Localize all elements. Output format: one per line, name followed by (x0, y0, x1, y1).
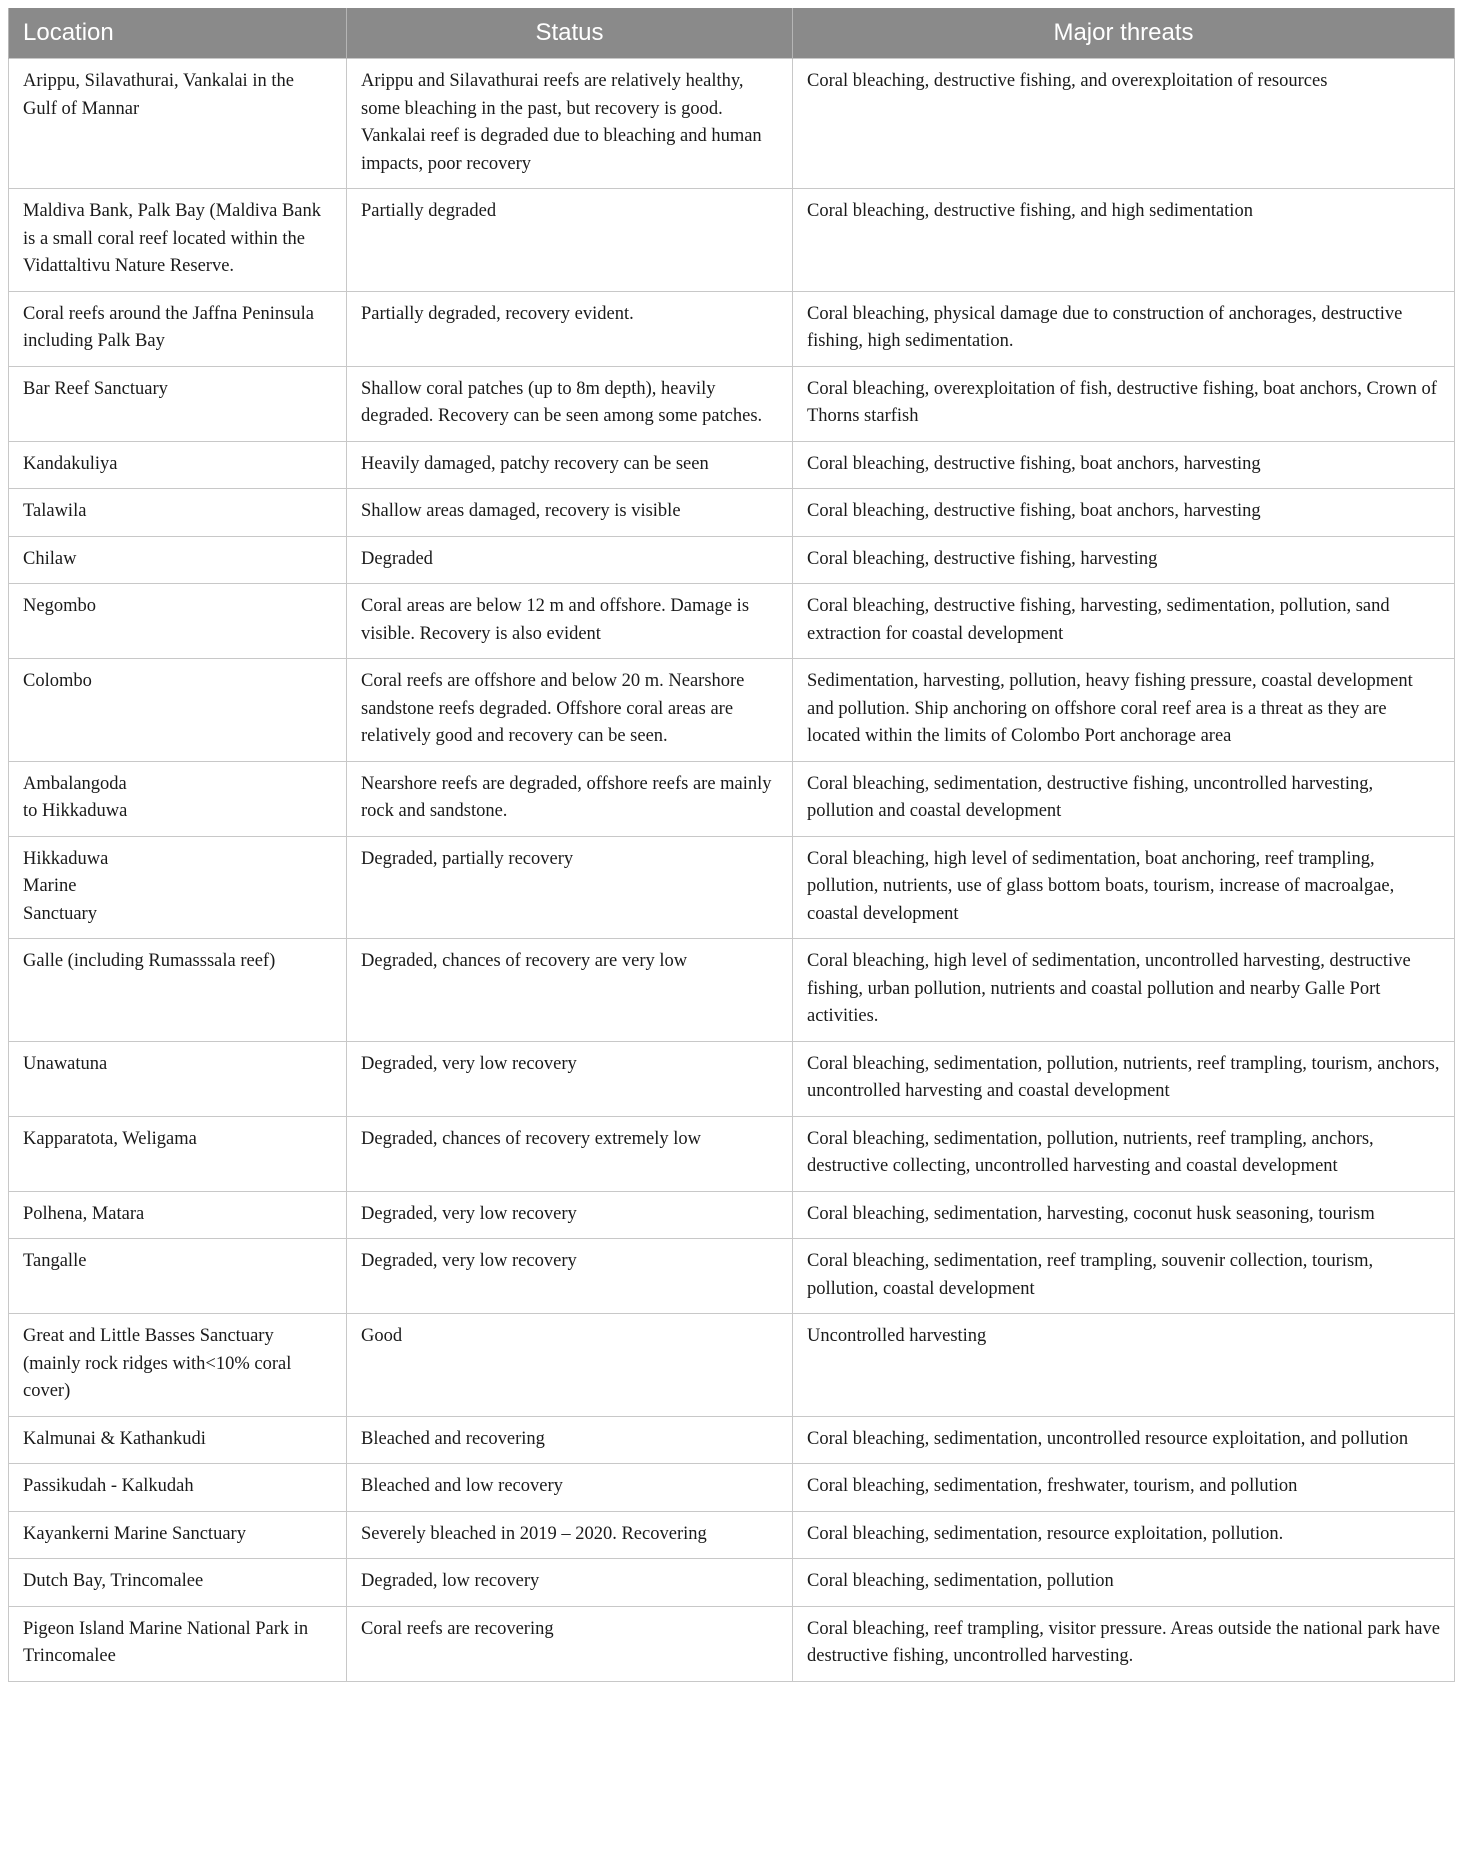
threats-cell: Coral bleaching, high level of sedimentation, uncontrolled harvesting, destructive fishing, urban pollution, nutrients and coastal pollution and nearby Galle Port activities. (793, 939, 1455, 1042)
location-cell: Passikudah - Kalkudah (9, 1464, 347, 1512)
status-cell: Coral areas are below 12 m and offshore. Damage is visible. Recovery is also evident (347, 584, 793, 659)
location-cell: Dutch Bay, Trincomalee (9, 1559, 347, 1607)
threats-cell: Coral bleaching, high level of sedimentation, boat anchoring, reef trampling, pollution, nutrients, use of glass bottom boats, tourism, increase of macroalgae, coastal development (793, 836, 1455, 939)
header-row (9, 8, 1455, 59)
status-cell: Heavily damaged, patchy recovery can be seen (347, 441, 793, 489)
table-row (9, 1559, 1455, 1607)
threats-cell: Coral bleaching, sedimentation, reef trampling, souvenir collection, tourism, pollution, coastal development (793, 1239, 1455, 1314)
threats-cell: Coral bleaching, sedimentation, resource exploitation, pollution. (793, 1511, 1455, 1559)
table-row (9, 291, 1455, 366)
table-row (9, 59, 1455, 189)
location-cell: Maldiva Bank, Palk Bay (Maldiva Bank is a small coral reef located within the Vidattaltivu Nature Reserve. (9, 189, 347, 292)
threats-cell: Coral bleaching, sedimentation, pollution (793, 1559, 1455, 1607)
table-row (9, 1464, 1455, 1512)
location-cell: Negombo (9, 584, 347, 659)
status-cell: Coral reefs are recovering (347, 1606, 793, 1681)
status-cell: Degraded, very low recovery (347, 1239, 793, 1314)
threats-cell: Uncontrolled harvesting (793, 1314, 1455, 1417)
table-row (9, 366, 1455, 441)
status-cell: Degraded, chances of recovery extremely low (347, 1116, 793, 1191)
threats-cell: Coral bleaching, destructive fishing, harvesting (793, 536, 1455, 584)
threats-cell: Coral bleaching, destructive fishing, harvesting, sedimentation, pollution, sand extraction for coastal development (793, 584, 1455, 659)
table-body (9, 59, 1455, 1682)
status-cell: Nearshore reefs are degraded, offshore reefs are mainly rock and sandstone. (347, 761, 793, 836)
location-cell: Colombo (9, 659, 347, 762)
status-cell: Degraded (347, 536, 793, 584)
status-cell: Bleached and recovering (347, 1416, 793, 1464)
threats-cell: Coral bleaching, destructive fishing, and overexploitation of resources (793, 59, 1455, 189)
threats-cell: Sedimentation, harvesting, pollution, heavy fishing pressure, coastal development and pollution. Ship anchoring on offshore coral reef area is a threat as they are located within the limits of Colombo Port anchorage area (793, 659, 1455, 762)
location-cell: Kandakuliya (9, 441, 347, 489)
location-cell: Arippu, Silavathurai, Vankalai in the Gulf of Mannar (9, 59, 347, 189)
threats-cell: Coral bleaching, destructive fishing, boat anchors, harvesting (793, 489, 1455, 537)
status-cell: Partially degraded (347, 189, 793, 292)
table-row (9, 1116, 1455, 1191)
threats-cell: Coral bleaching, sedimentation, destructive fishing, uncontrolled harvesting, pollution and coastal development (793, 761, 1455, 836)
header-status: Status (347, 8, 793, 59)
threats-cell: Coral bleaching, destructive fishing, and high sedimentation (793, 189, 1455, 292)
location-cell: Talawila (9, 489, 347, 537)
table-row (9, 1191, 1455, 1239)
location-cell: Unawatuna (9, 1041, 347, 1116)
status-cell: Shallow areas damaged, recovery is visible (347, 489, 793, 537)
threats-cell: Coral bleaching, physical damage due to construction of anchorages, destructive fishing, high sedimentation. (793, 291, 1455, 366)
location-cell: Kapparatota, Weligama (9, 1116, 347, 1191)
header-major-threats: Major threats (793, 8, 1455, 59)
location-cell: Hikkaduwa Marine Sanctuary (9, 836, 347, 939)
location-cell: Galle (including Rumasssala reef) (9, 939, 347, 1042)
threats-cell: Coral bleaching, sedimentation, pollution, nutrients, reef trampling, tourism, anchors, uncontrolled harvesting and coastal development (793, 1041, 1455, 1116)
location-cell: Pigeon Island Marine National Park in Trincomalee (9, 1606, 347, 1681)
status-cell: Partially degraded, recovery evident. (347, 291, 793, 366)
table-row (9, 489, 1455, 537)
status-cell: Good (347, 1314, 793, 1417)
threats-cell: Coral bleaching, reef trampling, visitor pressure. Areas outside the national park have destructive fishing, uncontrolled harvesting. (793, 1606, 1455, 1681)
status-cell: Degraded, low recovery (347, 1559, 793, 1607)
location-cell: Kalmunai & Kathankudi (9, 1416, 347, 1464)
table-row (9, 659, 1455, 762)
location-cell: Great and Little Basses Sanctuary (mainly rock ridges with<10% coral cover) (9, 1314, 347, 1417)
location-cell: Ambalangoda to Hikkaduwa (9, 761, 347, 836)
table-header (9, 8, 1455, 59)
status-cell: Bleached and low recovery (347, 1464, 793, 1512)
table-row (9, 1606, 1455, 1681)
table-row (9, 189, 1455, 292)
location-cell: Kayankerni Marine Sanctuary (9, 1511, 347, 1559)
threats-cell: Coral bleaching, destructive fishing, boat anchors, harvesting (793, 441, 1455, 489)
table-row (9, 1041, 1455, 1116)
threats-cell: Coral bleaching, sedimentation, freshwater, tourism, and pollution (793, 1464, 1455, 1512)
table-row (9, 1239, 1455, 1314)
status-cell: Arippu and Silavathurai reefs are relatively healthy, some bleaching in the past, but recovery is good. Vankalai reef is degraded due to bleaching and human impacts, poor recovery (347, 59, 793, 189)
table-row (9, 1511, 1455, 1559)
coral-reef-status-table (8, 8, 1455, 1682)
status-cell: Degraded, partially recovery (347, 836, 793, 939)
table-row (9, 761, 1455, 836)
location-cell: Chilaw (9, 536, 347, 584)
status-cell: Degraded, very low recovery (347, 1191, 793, 1239)
status-cell: Shallow coral patches (up to 8m depth), heavily degraded. Recovery can be seen among some patches. (347, 366, 793, 441)
threats-cell: Coral bleaching, sedimentation, uncontrolled resource exploitation, and pollution (793, 1416, 1455, 1464)
location-cell: Coral reefs around the Jaffna Peninsula including Palk Bay (9, 291, 347, 366)
table-row (9, 536, 1455, 584)
table-row (9, 584, 1455, 659)
table-row (9, 1314, 1455, 1417)
threats-cell: Coral bleaching, sedimentation, harvesting, coconut husk seasoning, tourism (793, 1191, 1455, 1239)
threats-cell: Coral bleaching, sedimentation, pollution, nutrients, reef trampling, anchors, destructive collecting, uncontrolled harvesting and coastal development (793, 1116, 1455, 1191)
status-cell: Severely bleached in 2019 – 2020. Recovering (347, 1511, 793, 1559)
table-row (9, 939, 1455, 1042)
location-cell: Polhena, Matara (9, 1191, 347, 1239)
table-row (9, 441, 1455, 489)
table-row (9, 836, 1455, 939)
header-location: Location (9, 8, 347, 59)
status-cell: Degraded, very low recovery (347, 1041, 793, 1116)
location-cell: Tangalle (9, 1239, 347, 1314)
threats-cell: Coral bleaching, overexploitation of fish, destructive fishing, boat anchors, Crown of Thorns starfish (793, 366, 1455, 441)
table-row (9, 1416, 1455, 1464)
status-cell: Degraded, chances of recovery are very low (347, 939, 793, 1042)
status-cell: Coral reefs are offshore and below 20 m. Nearshore sandstone reefs degraded. Offshore coral areas are relatively good and recovery can be seen. (347, 659, 793, 762)
location-cell: Bar Reef Sanctuary (9, 366, 347, 441)
